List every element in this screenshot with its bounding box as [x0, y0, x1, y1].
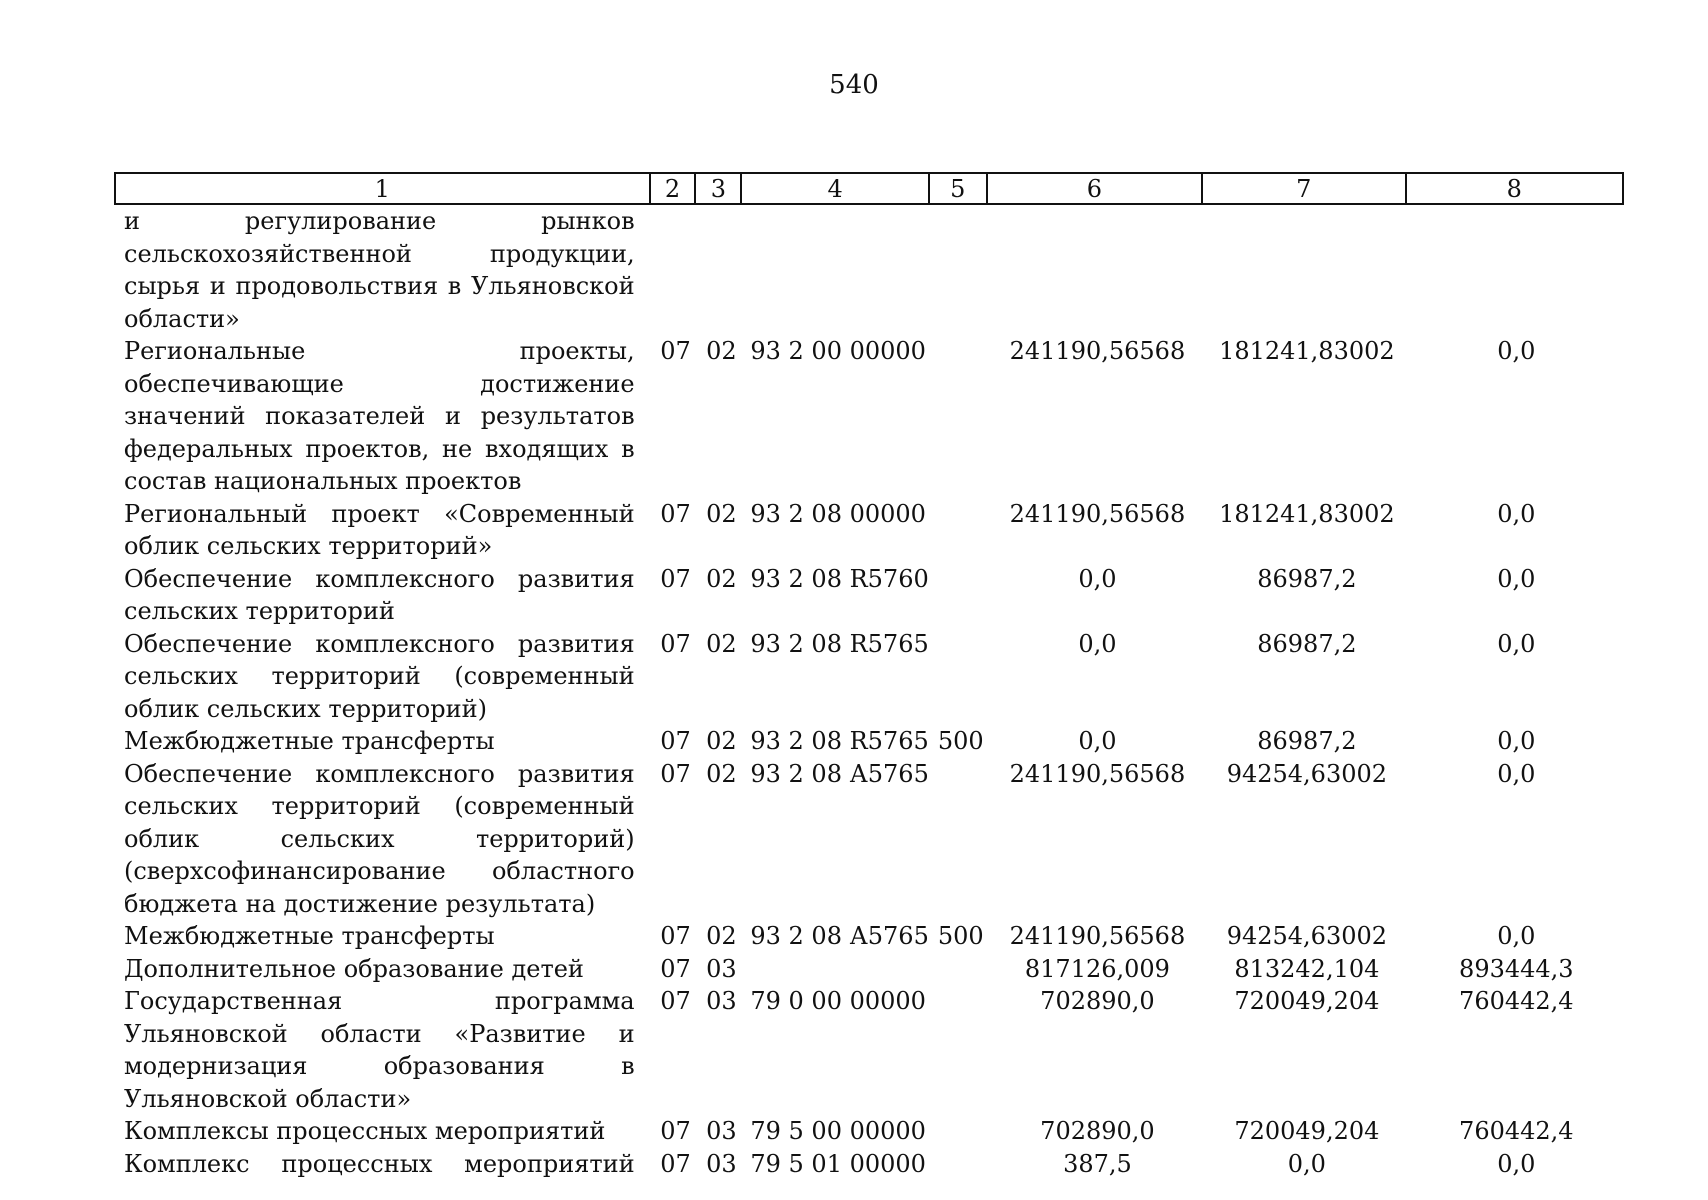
row-value-7: 86987,2 [1257, 727, 1357, 755]
table-row [124, 205, 1624, 335]
page-number: 540 [829, 70, 879, 100]
table-row [124, 920, 1624, 953]
row-value-6: 702890,0 [1040, 1117, 1155, 1145]
table-row [124, 498, 1624, 563]
row-value-8: 0,0 [1497, 629, 1536, 658]
column-header-8: 8 [1506, 175, 1522, 203]
row-name: Дополнительное образование детей [124, 954, 584, 983]
row-pr: 03 [706, 1117, 737, 1145]
row-rz: 07 [660, 727, 691, 755]
row-value-8: 893444,3 [1459, 954, 1574, 983]
row-csr: 79 5 01 00000 [750, 1149, 926, 1178]
row-value-6: 817126,009 [1024, 954, 1170, 983]
row-csr: 93 2 08 А5765 [750, 759, 929, 788]
row-pr: 02 [706, 629, 737, 658]
row-value-8: 0,0 [1497, 1149, 1536, 1178]
row-name: Обеспечение комплексного развития сельских территорий (современный облик сельских территорий) [124, 629, 635, 723]
row-name: Государственная программа Ульяновской области «Развитие и модернизация образования в Ульяновской области» [124, 987, 635, 1113]
column-header-7: 7 [1203, 174, 1406, 203]
row-value-8: 0,0 [1497, 727, 1536, 755]
table-row [124, 563, 1624, 628]
row-pr: 02 [706, 499, 737, 528]
row-name: Комплексы процессных мероприятий [124, 1117, 606, 1145]
table-row [124, 1115, 1624, 1148]
row-rz: 07 [660, 987, 691, 1015]
row-value-6: 0,0 [1078, 564, 1117, 593]
row-value-8: 0,0 [1497, 564, 1536, 593]
column-header-5: 5 [930, 174, 988, 203]
row-csr: 93 2 08 R5765 [750, 629, 929, 658]
row-value-6: 241190,56568 [1009, 759, 1186, 788]
row-pr: 02 [706, 564, 737, 593]
table-row [124, 335, 1624, 498]
row-value-6: 241190,56568 [1009, 337, 1186, 365]
row-name: Межбюджетные трансферты [124, 922, 495, 950]
row-value-6: 241190,56568 [1009, 499, 1186, 528]
row-value-7: 720049,204 [1234, 1117, 1380, 1145]
row-rz: 07 [660, 1117, 691, 1145]
row-pr: 02 [706, 727, 737, 755]
row-csr: 93 2 08 А5765 [750, 922, 929, 950]
row-value-6: 0,0 [1078, 727, 1117, 755]
row-pr: 03 [706, 987, 737, 1015]
row-name: Обеспечение комплексного развития сельских территорий [124, 564, 635, 625]
table-row [124, 725, 1624, 758]
row-value-7: 94254,63002 [1226, 922, 1388, 950]
row-value-8: 0,0 [1497, 759, 1536, 788]
row-rz: 07 [660, 759, 691, 788]
row-value-8: 760442,4 [1459, 1117, 1574, 1145]
column-header-4: 4 [742, 174, 930, 203]
row-pr: 03 [706, 1149, 737, 1178]
table-body [124, 205, 1624, 1180]
row-value-8: 0,0 [1497, 922, 1536, 950]
row-rz: 07 [660, 337, 691, 365]
row-rz: 07 [660, 564, 691, 593]
row-pr: 02 [706, 922, 737, 950]
row-name: Межбюджетные трансферты [124, 727, 495, 755]
column-header-6: 6 [988, 174, 1203, 203]
column-header-3: 3 [696, 174, 742, 203]
row-rz: 07 [660, 954, 691, 983]
row-value-7: 86987,2 [1257, 564, 1357, 593]
row-name: и регулирование рынков сельскохозяйственной продукции, сырья и продовольствия в Ульяновской области» [124, 207, 635, 333]
row-rz: 07 [660, 922, 691, 950]
row-value-7: 94254,63002 [1226, 759, 1388, 788]
row-csr: 93 2 08 R5760 [750, 564, 929, 593]
row-vr: 500 [937, 922, 984, 950]
row-rz: 07 [660, 629, 691, 658]
row-name: Обеспечение комплексного развития сельских территорий (современный облик сельских территорий) (сверхсофинансирование областного бюджета на достижение результата) [124, 759, 635, 918]
table-row [124, 1148, 1624, 1181]
row-pr: 03 [706, 954, 737, 983]
row-value-6: 387,5 [1063, 1149, 1132, 1178]
row-value-6: 0,0 [1078, 629, 1117, 658]
row-csr: 93 2 08 00000 [750, 499, 926, 528]
row-value-8: 0,0 [1497, 499, 1536, 528]
row-value-8: 0,0 [1497, 337, 1536, 365]
table-row [124, 628, 1624, 726]
row-value-6: 702890,0 [1040, 987, 1155, 1015]
row-value-7: 813242,104 [1234, 954, 1380, 983]
row-value-7: 720049,204 [1234, 987, 1380, 1015]
row-rz: 07 [660, 1149, 691, 1178]
table-row [124, 758, 1624, 921]
row-csr: 93 2 00 00000 [750, 337, 926, 365]
table-row [124, 953, 1624, 986]
row-pr: 02 [706, 759, 737, 788]
row-csr: 93 2 08 R5765 [750, 727, 929, 755]
row-name: Региональные проекты, обеспечивающие достижение значений показателей и результатов федеральных проектов, не входящих в состав национальных проектов [124, 337, 635, 495]
row-rz: 07 [660, 499, 691, 528]
row-vr: 500 [937, 727, 984, 755]
row-name: Региональный проект «Современный облик сельских территорий» [124, 499, 635, 560]
row-value-7: 0,0 [1287, 1149, 1326, 1178]
table-row [124, 985, 1624, 1115]
row-value-7: 181241,83002 [1219, 337, 1395, 365]
row-csr: 79 5 00 00000 [750, 1117, 926, 1145]
row-value-7: 86987,2 [1257, 629, 1357, 658]
column-header-1: 1 [116, 174, 651, 203]
row-pr: 02 [706, 337, 737, 365]
row-value-6: 241190,56568 [1009, 922, 1186, 950]
row-csr: 79 0 00 00000 [750, 987, 926, 1015]
row-value-7: 181241,83002 [1219, 499, 1395, 528]
row-name: Комплекс процессных мероприятий [124, 1149, 635, 1178]
table-header [114, 172, 1624, 205]
column-header-2: 2 [651, 174, 697, 203]
row-value-8: 760442,4 [1459, 987, 1574, 1015]
